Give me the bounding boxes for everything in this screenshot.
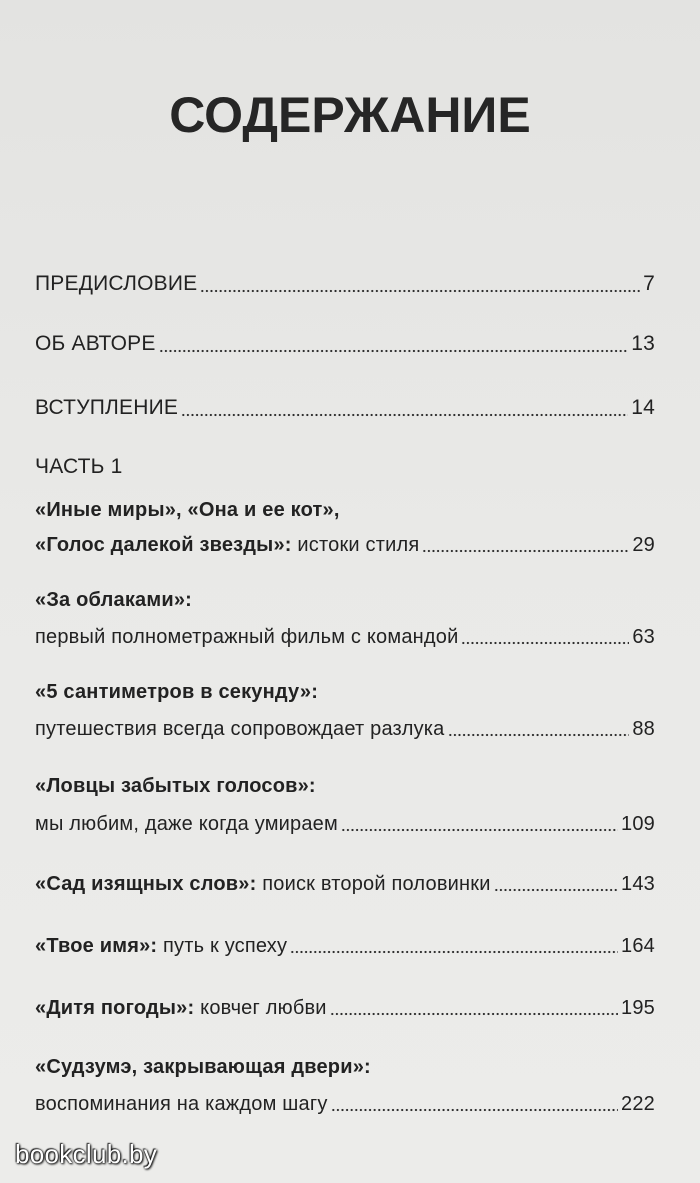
toc-entry-title: ОБ АВТОРЕ: [35, 332, 156, 355]
toc-chapter-4-line1: [35, 774, 655, 798]
toc-chapter-1-line2: [35, 533, 655, 557]
chapter-title: «Дитя погоды»:: [35, 997, 195, 1019]
dot-leader: [331, 1092, 618, 1116]
dot-leader: [341, 812, 618, 836]
chapter-subtitle: истоки стиля: [297, 534, 420, 556]
dot-leader: [422, 533, 629, 557]
toc-chapter-8-line1: [35, 1055, 655, 1079]
toc-chapter-2-line1: [35, 588, 655, 612]
chapter-title: «Ловцы забытых голосов»:: [35, 775, 316, 797]
toc-page-number: 195: [621, 997, 655, 1019]
dot-leader: [448, 717, 630, 741]
dot-leader: [159, 331, 629, 357]
toc-chapter-6: [35, 934, 655, 958]
chapter-title: «Твое имя»:: [35, 935, 158, 957]
page-title: СОДЕРЖАНИЕ: [169, 87, 531, 143]
chapter-title: «5 сантиметров в секунду»:: [35, 681, 319, 703]
dot-leader: [461, 625, 629, 649]
chapter-title: «Голос далекой звезды»:: [35, 534, 292, 556]
toc-page-number: 88: [632, 718, 655, 740]
chapter-title: «Судзумэ, закрывающая двери»:: [35, 1056, 371, 1078]
chapter-subtitle: воспоминания на каждом шагу: [35, 1093, 328, 1115]
chapter-title: «За облаками»:: [35, 589, 193, 611]
toc-chapter-8-line2: [35, 1092, 655, 1116]
toc-chapter-5: [35, 872, 655, 896]
toc-chapter-7: [35, 996, 655, 1020]
toc-page-number: 13: [631, 332, 655, 355]
chapter-subtitle: ковчег любви: [200, 997, 327, 1019]
toc-page-number: 14: [631, 396, 655, 419]
part-heading: ЧАСТЬ 1: [35, 455, 123, 478]
chapter-subtitle: поиск второй половинки: [262, 873, 491, 895]
dot-leader: [290, 934, 618, 958]
chapter-subtitle: первый полнометражный фильм с командой: [35, 626, 459, 648]
toc-chapter-4-line2: [35, 812, 655, 836]
toc-page-number: 222: [621, 1093, 655, 1115]
toc-chapter-2-line2: [35, 625, 655, 649]
toc-page-number: 63: [632, 626, 655, 648]
dot-leader: [181, 395, 628, 421]
toc-entry-title: ПРЕДИСЛОВИЕ: [35, 272, 198, 295]
toc-part-heading: [35, 454, 655, 480]
chapter-title: «Иные миры», «Она и ее кот»,: [35, 499, 340, 521]
dot-leader: [330, 996, 618, 1020]
dot-leader: [494, 872, 618, 896]
toc-chapter-3-line1: [35, 680, 655, 704]
site-watermark: bookclub.by: [15, 1139, 158, 1169]
toc-entry-preface: [35, 271, 655, 297]
toc-page-number: 164: [621, 935, 655, 957]
chapter-title: «Сад изящных слов»:: [35, 873, 257, 895]
dot-leader: [200, 271, 640, 297]
toc-page-number: 143: [621, 873, 655, 895]
toc-page-number: 109: [621, 813, 655, 835]
chapter-subtitle: путь к успеху: [163, 935, 288, 957]
toc-entry-about-author: [35, 331, 655, 357]
toc-chapter-3-line2: [35, 717, 655, 741]
chapter-subtitle: мы любим, даже когда умираем: [35, 813, 338, 835]
toc-entry-title: ВСТУПЛЕНИЕ: [35, 396, 179, 419]
toc-page-number: 29: [632, 534, 655, 556]
toc-entry-introduction: [35, 395, 655, 421]
toc-chapter-1-line1: [35, 498, 655, 522]
chapter-subtitle: путешествия всегда сопровождает разлука: [35, 718, 445, 740]
toc-page-number: 7: [643, 272, 655, 295]
